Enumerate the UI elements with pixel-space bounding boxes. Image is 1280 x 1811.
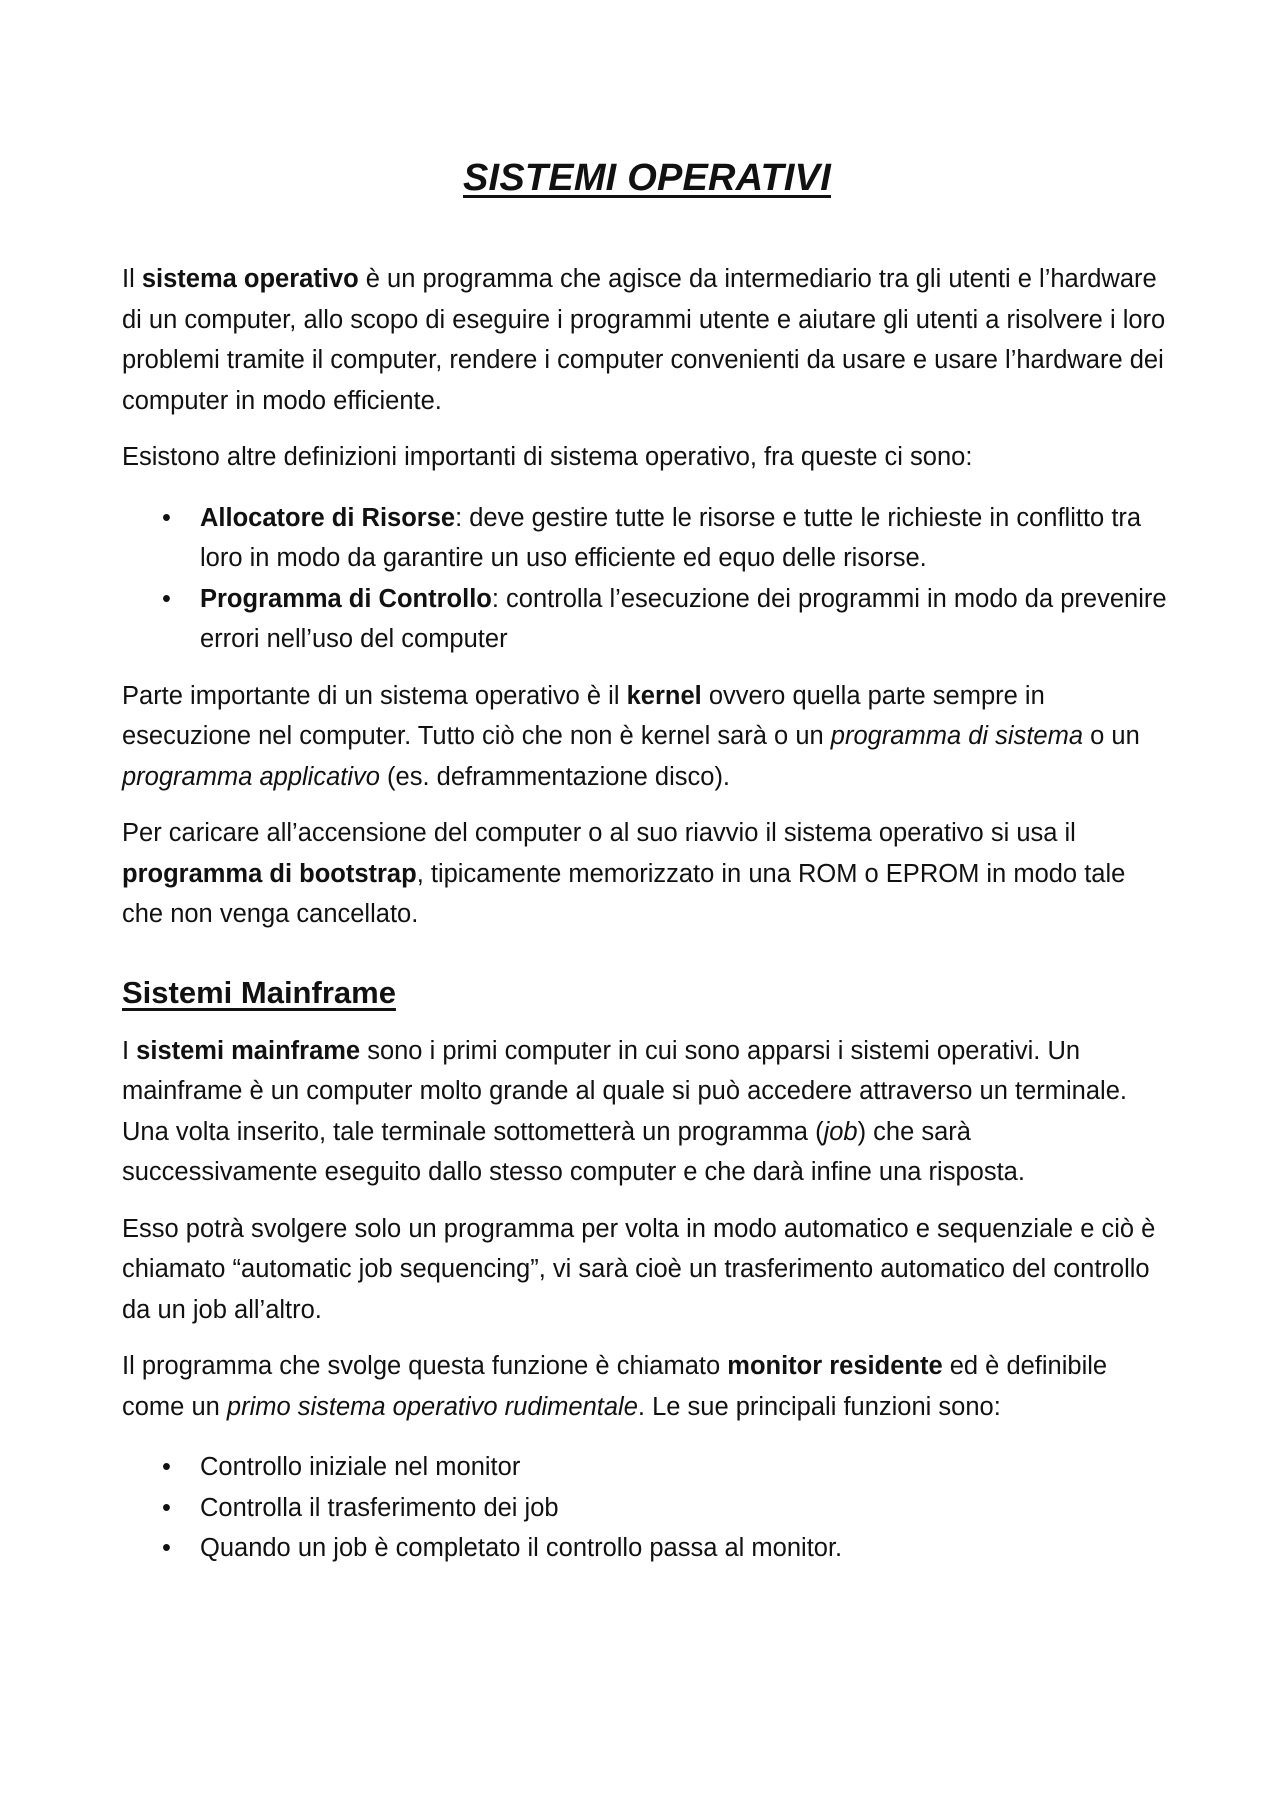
text-run: Parte importante di un sistema operativo è il <box>122 681 627 710</box>
bullet-icon: • <box>162 1534 171 1562</box>
bold-term: kernel <box>626 681 702 710</box>
bullet-icon: • <box>162 1453 171 1481</box>
bold-term: sistemi mainframe <box>136 1036 361 1065</box>
text-run: sono i primi computer in cui sono apparsi i sistemi operativi. Un mainframe è un computer molto grande al quale si può accedere attraverso un terminale. Una volta inserito, tale terminale sottometterà un programma ( <box>122 1036 1127 1146</box>
bold-term: Programma di Controllo <box>200 584 492 613</box>
italic-term: programma di sistema <box>830 722 1084 750</box>
list-item <box>162 498 1172 579</box>
list-item <box>162 1528 1172 1569</box>
list-item-text: Quando un job è completato il controllo passa al monitor. <box>200 1534 843 1562</box>
text-run: Il <box>122 265 142 293</box>
monitor-functions-list <box>122 1447 1172 1569</box>
text-run: Per caricare all’accensione del computer o al suo riavvio il sistema operativo si usa il <box>122 819 1076 847</box>
italic-term: programma applicativo <box>122 762 380 791</box>
text-run: I <box>122 1036 137 1065</box>
intro-paragraph-3 <box>122 676 1172 798</box>
list-item-text: Controllo iniziale nel monitor <box>200 1453 521 1481</box>
italic-term: job <box>823 1117 858 1146</box>
text-run: è un programma che agisce da intermediario tra gli utenti e l’hardware di un computer, allo scopo di eseguire i programmi utente e aiutare gli utenti a risolvere i loro problemi tramite il computer, rendere i computer convenienti da usare e usare l’hardware dei computer in modo efficiente. <box>122 265 1166 415</box>
bullet-icon: • <box>162 584 171 613</box>
text-run: ed è definibile come un <box>122 1352 1108 1421</box>
text-run: (es. deframmentazione disco). <box>379 762 731 791</box>
bold-term: monitor residente <box>727 1352 943 1380</box>
bold-term: sistema operativo <box>141 265 359 293</box>
list-item <box>162 1447 1172 1488</box>
intro-paragraph-2: Esistono altre definizioni importanti di sistema operativo, fra queste ci sono: <box>122 443 973 471</box>
mainframe-paragraph-3 <box>122 1346 1172 1427</box>
text-run: , tipicamente memorizzato in una ROM o EPROM in modo tale che non venga cancellato. <box>122 859 1126 928</box>
intro-paragraph-4 <box>122 813 1172 935</box>
text-run: o un <box>1083 722 1140 750</box>
mainframe-paragraph-1 <box>122 1031 1172 1193</box>
intro-paragraph-1 <box>122 259 1172 421</box>
document-title: SISTEMI OPERATIVI <box>463 157 831 199</box>
document-page <box>122 155 1172 1585</box>
italic-term: primo sistema operativo rudimentale <box>226 1392 638 1421</box>
text-run: : deve gestire tutte le risorse e tutte le richieste in conflitto tra loro in modo da garantire un uso efficiente ed equo delle risorse. <box>200 503 1142 572</box>
list-item <box>162 579 1172 660</box>
definitions-list <box>122 498 1172 660</box>
list-item <box>162 1488 1172 1529</box>
bullet-icon: • <box>162 503 171 532</box>
bold-term: Allocatore di Risorse <box>200 503 456 532</box>
text-run: : controlla l’esecuzione dei programmi in modo da prevenire errori nell’uso del computer <box>200 584 1167 653</box>
list-item-text: Controlla il trasferimento dei job <box>200 1493 559 1522</box>
bold-term: programma di bootstrap <box>122 859 417 888</box>
text-run: ovvero quella parte sempre in esecuzione nel computer. Tutto ciò che non è kernel sarà o un <box>122 681 1045 750</box>
text-run: ) che sarà successivamente eseguito dallo stesso computer e che darà infine una risposta. <box>122 1117 1025 1186</box>
text-run: . Le sue principali funzioni sono: <box>637 1392 1001 1421</box>
bullet-icon: • <box>162 1493 171 1522</box>
mainframe-paragraph-2: Esso potrà svolgere solo un programma per volta in modo automatico e sequenziale e ciò è chiamato “automatic job sequencing”, vi sarà cioè un trasferimento automatico del controllo da un job all’altro. <box>122 1214 1156 1324</box>
text-run: Il programma che svolge questa funzione è chiamato <box>122 1352 728 1380</box>
section-heading-mainframe: Sistemi Mainframe <box>122 974 396 1010</box>
